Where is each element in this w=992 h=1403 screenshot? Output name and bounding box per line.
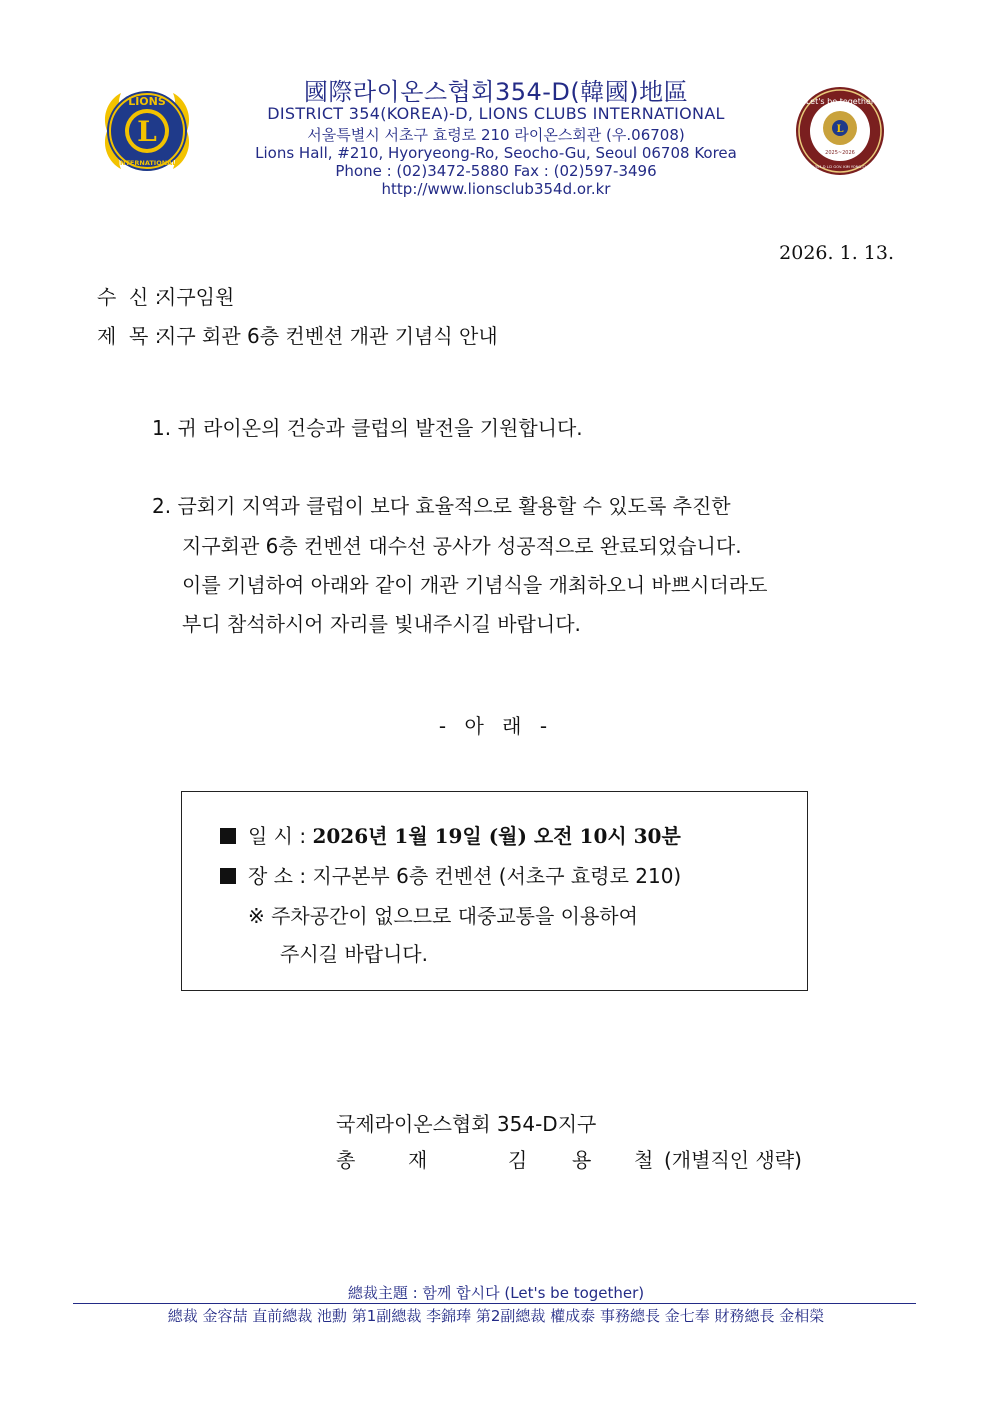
signature-remark: (개별직인 생략): [664, 1148, 802, 1172]
recipient-value: 지구임원: [157, 285, 235, 309]
signature-row: [336, 1144, 802, 1173]
org-title-en: DISTRICT 354(KOREA)-D, LIONS CLUBS INTERNATIONAL: [267, 104, 725, 123]
emblem-bottom-text: DIST 354-D LCI GOV. KIM YONG-CHEOL: [805, 165, 875, 169]
district-emblem-logo: [792, 86, 888, 176]
signature-org: 국제라이온스협회 354-D지구: [336, 1112, 597, 1136]
place-label: 장 소 :: [248, 864, 307, 888]
bullet-square-icon: [220, 868, 236, 884]
subject-value: 지구 회관 6층 컨벤션 개관 기념식 안내: [157, 324, 498, 348]
logo-bottom-text: INTERNATIONAL: [117, 159, 177, 167]
paragraph-2-line-1: 2. 금회기 지역과 클럽이 보다 효율적으로 활용할 수 있도록 추진한: [152, 494, 731, 518]
signature-name-char: 김: [508, 1148, 528, 1172]
paragraph-2-line-4: 부디 참석하시어 자리를 빛내주시길 바랍니다.: [182, 612, 581, 636]
phone-fax: Phone : (02)3472-5880 Fax : (02)597-3496: [335, 162, 657, 180]
subject-label: 제 목 :: [97, 324, 162, 348]
parking-note-line-2: 주시길 바랍니다.: [280, 942, 428, 966]
paragraph-2-line-3: 이를 기념하여 아래와 같이 개관 기념식을 개최하오니 바쁘시더라도: [182, 573, 768, 597]
address-en: Lions Hall, #210, Hyoryeong-Ro, Seocho-Gu, Seoul 06708 Korea: [255, 144, 737, 162]
bullet-square-icon: [220, 828, 236, 844]
event-time-row: [220, 820, 681, 849]
svg-text:L: L: [836, 124, 844, 135]
org-title: 國際라이온스협회354-D(韓國)地區: [303, 78, 689, 106]
signature-name-char: 용: [572, 1148, 592, 1172]
time-label: 일 시 :: [248, 824, 307, 848]
time-value: 2026년 1월 19일 (월) 오전 10시 30분: [312, 824, 681, 848]
place-value: 지구본부 6층 컨벤션 (서초구 효령로 210): [312, 864, 682, 888]
emblem-top-text: Let's be together: [805, 97, 875, 106]
recipient-label: 수 신 :: [97, 285, 162, 309]
subject-line: [97, 320, 498, 349]
footer-theme: 總裁主題 : 함께 합시다 (Let's be together): [347, 1284, 645, 1302]
parking-note-line-1: ※ 주차공간이 없으므로 대중교통을 이용하여: [248, 904, 638, 928]
website-link[interactable]: http://www.lionsclub354d.or.kr: [381, 180, 611, 198]
document-date: 2026. 1. 13.: [779, 242, 894, 264]
signature-title-char: 재: [408, 1148, 428, 1172]
lions-international-logo: [97, 85, 197, 177]
footer-staff-list: 總裁 金容喆 直前總裁 池勳 第1副總裁 李錦琫 第2副總裁 權成泰 事務總長 金七奉 財務總長 金相榮: [167, 1307, 825, 1325]
signature-title-char: 총: [336, 1148, 356, 1172]
address-ko: 서울특별시 서초구 효령로 210 라이온스회관 (우.06708): [307, 126, 685, 144]
logo-top-text: LIONS: [128, 95, 166, 108]
logo-letter: L: [137, 115, 157, 148]
footer-divider: [73, 1303, 916, 1304]
event-details-box: [181, 791, 808, 991]
paragraph-1: 1. 귀 라이온의 건승과 클럽의 발전을 기원합니다.: [152, 416, 583, 440]
emblem-years: 2025~2026: [825, 150, 855, 156]
below-heading: - 아 래 -: [438, 714, 554, 738]
signature-name-char: 철: [634, 1148, 654, 1172]
paragraph-2-line-2: 지구회관 6층 컨벤션 대수선 공사가 성공적으로 완료되었습니다.: [182, 534, 742, 558]
recipient-line: [97, 281, 234, 310]
event-place-row: [220, 860, 681, 889]
